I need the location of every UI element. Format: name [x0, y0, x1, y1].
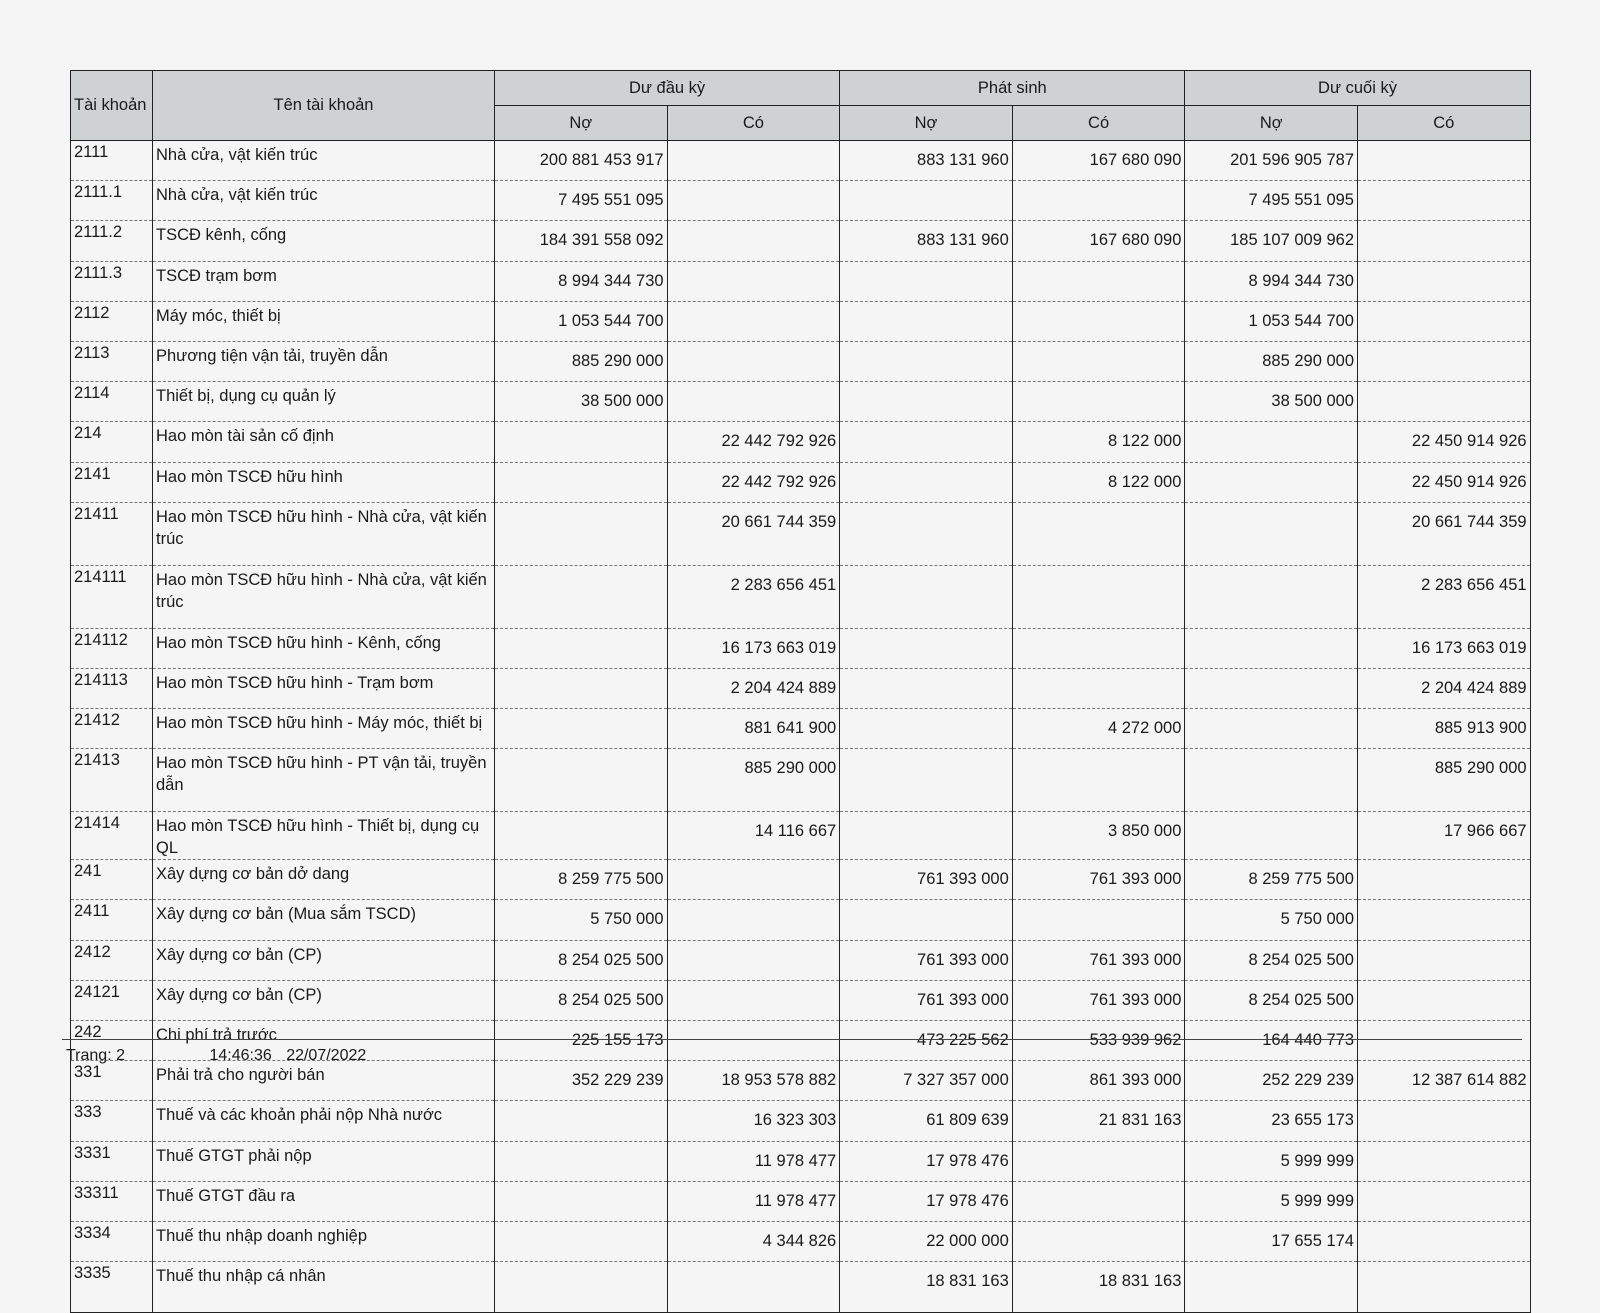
account-code-cell: 214111	[71, 565, 153, 628]
header-opening-credit: Có	[667, 106, 840, 141]
table-row	[71, 709, 1531, 749]
movement-credit-cell: 861 393 000	[1012, 1061, 1185, 1101]
opening-credit-cell	[667, 382, 840, 422]
table-row	[71, 1181, 1531, 1221]
account-name-cell: Thuế thu nhập doanh nghiệp	[153, 1221, 495, 1261]
table-row	[71, 422, 1531, 462]
closing-credit-cell	[1358, 1221, 1531, 1261]
closing-debit-cell: 5 999 999	[1185, 1181, 1358, 1221]
movement-credit-cell: 4 272 000	[1012, 709, 1185, 749]
movement-debit-cell: 22 000 000	[840, 1221, 1013, 1261]
header-account-code: Tài khoản	[71, 71, 153, 141]
closing-debit-cell: 8 254 025 500	[1185, 940, 1358, 980]
opening-debit-cell	[495, 812, 668, 860]
account-code-cell: 2113	[71, 341, 153, 381]
account-name-cell: Hao mòn TSCĐ hữu hình	[153, 462, 495, 502]
table-row	[71, 628, 1531, 668]
account-name-cell: Xây dựng cơ bản (CP)	[153, 980, 495, 1020]
account-code-cell: 214113	[71, 668, 153, 708]
account-code-cell: 214112	[71, 628, 153, 668]
opening-credit-cell: 14 116 667	[667, 812, 840, 860]
account-code-cell: 33311	[71, 1181, 153, 1221]
print-date: 22/07/2022	[286, 1047, 367, 1064]
closing-debit-cell	[1185, 709, 1358, 749]
account-name-cell: Hao mòn TSCĐ hữu hình - Máy móc, thiết bị	[153, 709, 495, 749]
table-row	[71, 980, 1531, 1020]
account-code-cell: 2114	[71, 382, 153, 422]
closing-debit-cell: 5 999 999	[1185, 1141, 1358, 1181]
print-time: 14:46:36	[209, 1047, 272, 1064]
opening-credit-cell: 16 173 663 019	[667, 628, 840, 668]
movement-debit-cell	[840, 709, 1013, 749]
movement-debit-cell	[840, 341, 1013, 381]
table-row	[71, 900, 1531, 940]
table-row	[71, 382, 1531, 422]
movement-credit-cell: 533 939 962	[1012, 1021, 1185, 1061]
movement-debit-cell: 61 809 639	[840, 1101, 1013, 1141]
movement-debit-cell: 761 393 000	[840, 860, 1013, 900]
opening-credit-cell: 11 978 477	[667, 1181, 840, 1221]
opening-credit-cell	[667, 860, 840, 900]
closing-debit-cell: 252 229 239	[1185, 1061, 1358, 1101]
closing-credit-cell	[1358, 382, 1531, 422]
account-name-cell: Phải trả cho người bán	[153, 1061, 495, 1101]
closing-credit-cell	[1358, 301, 1531, 341]
closing-debit-cell	[1185, 502, 1358, 565]
opening-credit-cell	[667, 221, 840, 261]
table-row	[71, 668, 1531, 708]
movement-debit-cell: 473 225 562	[840, 1021, 1013, 1061]
account-name-cell: Xây dựng cơ bản (CP)	[153, 940, 495, 980]
account-code-cell: 331	[71, 1061, 153, 1101]
movement-debit-cell	[840, 668, 1013, 708]
movement-credit-cell: 8 122 000	[1012, 462, 1185, 502]
ledger-body	[71, 141, 1531, 1313]
movement-credit-cell	[1012, 628, 1185, 668]
account-name-cell: Thiết bị, dụng cụ quản lý	[153, 382, 495, 422]
movement-credit-cell	[1012, 565, 1185, 628]
closing-credit-cell	[1358, 341, 1531, 381]
account-name-cell: Hao mòn TSCĐ hữu hình - Nhà cửa, vật kiến trúc	[153, 565, 495, 628]
movement-debit-cell	[840, 749, 1013, 812]
closing-credit-cell: 2 283 656 451	[1358, 565, 1531, 628]
page-footer	[66, 1047, 366, 1065]
account-name-cell: Xây dựng cơ bản (Mua sắm TSCD)	[153, 900, 495, 940]
closing-credit-cell: 16 173 663 019	[1358, 628, 1531, 668]
account-code-cell: 241	[71, 860, 153, 900]
closing-debit-cell: 8 994 344 730	[1185, 261, 1358, 301]
opening-debit-cell	[495, 628, 668, 668]
account-code-cell: 3334	[71, 1221, 153, 1261]
closing-credit-cell: 22 450 914 926	[1358, 422, 1531, 462]
movement-debit-cell: 17 978 476	[840, 1181, 1013, 1221]
closing-debit-cell	[1185, 565, 1358, 628]
opening-credit-cell	[667, 940, 840, 980]
opening-credit-cell	[667, 1262, 840, 1313]
closing-debit-cell: 1 053 544 700	[1185, 301, 1358, 341]
movement-credit-cell	[1012, 301, 1185, 341]
opening-debit-cell	[495, 1141, 668, 1181]
account-code-cell: 2141	[71, 462, 153, 502]
closing-credit-cell: 2 204 424 889	[1358, 668, 1531, 708]
header-row-groups	[71, 71, 1531, 106]
closing-credit-cell	[1358, 1181, 1531, 1221]
account-code-cell: 333	[71, 1101, 153, 1141]
opening-credit-cell: 2 204 424 889	[667, 668, 840, 708]
closing-debit-cell: 23 655 173	[1185, 1101, 1358, 1141]
opening-credit-cell	[667, 341, 840, 381]
account-code-cell: 2111.3	[71, 261, 153, 301]
closing-credit-cell: 22 450 914 926	[1358, 462, 1531, 502]
movement-credit-cell: 167 680 090	[1012, 141, 1185, 181]
movement-debit-cell: 7 327 357 000	[840, 1061, 1013, 1101]
closing-debit-cell: 201 596 905 787	[1185, 141, 1358, 181]
closing-credit-cell: 885 913 900	[1358, 709, 1531, 749]
table-row	[71, 1221, 1531, 1261]
movement-credit-cell: 761 393 000	[1012, 980, 1185, 1020]
table-row	[71, 1262, 1531, 1313]
header-opening-balance: Dư đầu kỳ	[495, 71, 840, 106]
footer-divider	[62, 1039, 1522, 1040]
opening-debit-cell	[495, 422, 668, 462]
account-name-cell: Thuế và các khoản phải nộp Nhà nước	[153, 1101, 495, 1141]
account-code-cell: 21414	[71, 812, 153, 860]
closing-debit-cell	[1185, 628, 1358, 668]
account-code-cell: 2112	[71, 301, 153, 341]
closing-debit-cell: 185 107 009 962	[1185, 221, 1358, 261]
closing-credit-cell	[1358, 1021, 1531, 1061]
table-row	[71, 502, 1531, 565]
account-code-cell: 2411	[71, 900, 153, 940]
opening-credit-cell: 20 661 744 359	[667, 502, 840, 565]
movement-debit-cell: 18 831 163	[840, 1262, 1013, 1313]
table-row	[71, 181, 1531, 221]
closing-credit-cell	[1358, 1101, 1531, 1141]
opening-debit-cell	[495, 565, 668, 628]
movement-credit-cell	[1012, 668, 1185, 708]
opening-debit-cell	[495, 502, 668, 565]
closing-credit-cell: 885 290 000	[1358, 749, 1531, 812]
opening-credit-cell: 16 323 303	[667, 1101, 840, 1141]
opening-debit-cell: 1 053 544 700	[495, 301, 668, 341]
account-name-cell: Thuế GTGT đầu ra	[153, 1181, 495, 1221]
table-row	[71, 940, 1531, 980]
table-row	[71, 1141, 1531, 1181]
movement-debit-cell: 761 393 000	[840, 980, 1013, 1020]
movement-credit-cell	[1012, 749, 1185, 812]
movement-credit-cell: 18 831 163	[1012, 1262, 1185, 1313]
opening-credit-cell	[667, 900, 840, 940]
movement-debit-cell	[840, 502, 1013, 565]
account-name-cell: Nhà cửa, vật kiến trúc	[153, 181, 495, 221]
account-name-cell: Hao mòn TSCĐ hữu hình - Thiết bị, dụng cụ QL	[153, 812, 495, 860]
account-code-cell: 2412	[71, 940, 153, 980]
movement-debit-cell	[840, 900, 1013, 940]
movement-credit-cell	[1012, 341, 1185, 381]
closing-credit-cell	[1358, 181, 1531, 221]
movement-credit-cell: 167 680 090	[1012, 221, 1185, 261]
movement-credit-cell	[1012, 261, 1185, 301]
table-row	[71, 749, 1531, 812]
account-code-cell: 3335	[71, 1262, 153, 1313]
opening-credit-cell: 4 344 826	[667, 1221, 840, 1261]
opening-debit-cell: 38 500 000	[495, 382, 668, 422]
opening-credit-cell	[667, 301, 840, 341]
opening-debit-cell	[495, 668, 668, 708]
opening-debit-cell	[495, 1101, 668, 1141]
account-name-cell: Xây dựng cơ bản dở dang	[153, 860, 495, 900]
movement-debit-cell	[840, 261, 1013, 301]
movement-debit-cell	[840, 462, 1013, 502]
closing-debit-cell: 164 440 773	[1185, 1021, 1358, 1061]
opening-credit-cell	[667, 181, 840, 221]
movement-credit-cell	[1012, 1141, 1185, 1181]
closing-credit-cell	[1358, 221, 1531, 261]
opening-debit-cell: 200 881 453 917	[495, 141, 668, 181]
movement-debit-cell	[840, 812, 1013, 860]
table-row	[71, 141, 1531, 181]
movement-debit-cell: 17 978 476	[840, 1141, 1013, 1181]
closing-credit-cell: 12 387 614 882	[1358, 1061, 1531, 1101]
header-movement-debit: Nợ	[840, 106, 1013, 141]
movement-debit-cell: 761 393 000	[840, 940, 1013, 980]
table-row	[71, 341, 1531, 381]
account-name-cell: Phương tiện vận tải, truyền dẫn	[153, 341, 495, 381]
opening-credit-cell: 11 978 477	[667, 1141, 840, 1181]
account-name-cell: TSCĐ trạm bơm	[153, 261, 495, 301]
closing-debit-cell: 5 750 000	[1185, 900, 1358, 940]
closing-credit-cell: 17 966 667	[1358, 812, 1531, 860]
closing-debit-cell	[1185, 422, 1358, 462]
account-code-cell: 24121	[71, 980, 153, 1020]
opening-debit-cell	[495, 1221, 668, 1261]
table-row	[71, 812, 1531, 860]
movement-credit-cell: 761 393 000	[1012, 860, 1185, 900]
account-code-cell: 214	[71, 422, 153, 462]
movement-debit-cell	[840, 301, 1013, 341]
account-name-cell: Thuế GTGT phải nộp	[153, 1141, 495, 1181]
movement-credit-cell	[1012, 1181, 1185, 1221]
closing-debit-cell: 7 495 551 095	[1185, 181, 1358, 221]
opening-debit-cell	[495, 462, 668, 502]
account-name-cell: Nhà cửa, vật kiến trúc	[153, 141, 495, 181]
opening-debit-cell	[495, 749, 668, 812]
table-row	[71, 565, 1531, 628]
closing-debit-cell	[1185, 1262, 1358, 1313]
account-code-cell: 21411	[71, 502, 153, 565]
opening-debit-cell: 352 229 239	[495, 1061, 668, 1101]
ledger-sheet	[70, 70, 1530, 1313]
opening-debit-cell: 184 391 558 092	[495, 221, 668, 261]
closing-credit-cell	[1358, 860, 1531, 900]
table-row	[71, 462, 1531, 502]
movement-credit-cell: 21 831 163	[1012, 1101, 1185, 1141]
closing-debit-cell: 8 259 775 500	[1185, 860, 1358, 900]
closing-credit-cell	[1358, 141, 1531, 181]
opening-debit-cell: 8 259 775 500	[495, 860, 668, 900]
account-code-cell: 21413	[71, 749, 153, 812]
opening-debit-cell: 885 290 000	[495, 341, 668, 381]
header-closing-debit: Nợ	[1185, 106, 1358, 141]
trial-balance-table	[70, 70, 1531, 1313]
account-code-cell: 242	[71, 1021, 153, 1061]
account-code-cell: 2111.1	[71, 181, 153, 221]
movement-credit-cell	[1012, 1221, 1185, 1261]
header-account-name: Tên tài khoản	[153, 71, 495, 141]
opening-debit-cell: 225 155 173	[495, 1021, 668, 1061]
opening-debit-cell	[495, 1181, 668, 1221]
table-row	[71, 221, 1531, 261]
header-closing-balance: Dư cuối kỳ	[1185, 71, 1530, 106]
closing-debit-cell	[1185, 812, 1358, 860]
opening-debit-cell	[495, 709, 668, 749]
closing-credit-cell	[1358, 940, 1531, 980]
movement-debit-cell	[840, 628, 1013, 668]
closing-debit-cell: 38 500 000	[1185, 382, 1358, 422]
movement-credit-cell	[1012, 181, 1185, 221]
closing-debit-cell: 8 254 025 500	[1185, 980, 1358, 1020]
opening-credit-cell: 881 641 900	[667, 709, 840, 749]
account-name-cell: Hao mòn TSCĐ hữu hình - Trạm bơm	[153, 668, 495, 708]
account-code-cell: 21412	[71, 709, 153, 749]
opening-credit-cell	[667, 141, 840, 181]
opening-debit-cell: 7 495 551 095	[495, 181, 668, 221]
movement-credit-cell: 761 393 000	[1012, 940, 1185, 980]
movement-debit-cell: 883 131 960	[840, 221, 1013, 261]
header-movement: Phát sinh	[840, 71, 1185, 106]
movement-debit-cell: 883 131 960	[840, 141, 1013, 181]
header-opening-debit: Nợ	[495, 106, 668, 141]
movement-debit-cell	[840, 422, 1013, 462]
account-name-cell: Máy móc, thiết bị	[153, 301, 495, 341]
account-code-cell: 2111	[71, 141, 153, 181]
opening-credit-cell: 885 290 000	[667, 749, 840, 812]
account-code-cell: 3331	[71, 1141, 153, 1181]
table-row	[71, 301, 1531, 341]
closing-debit-cell	[1185, 462, 1358, 502]
opening-debit-cell: 5 750 000	[495, 900, 668, 940]
page-number: Trang: 2	[66, 1047, 125, 1064]
account-name-cell: Hao mòn TSCĐ hữu hình - PT vận tải, truyền dẫn	[153, 749, 495, 812]
account-code-cell: 2111.2	[71, 221, 153, 261]
opening-debit-cell: 8 994 344 730	[495, 261, 668, 301]
closing-credit-cell	[1358, 261, 1531, 301]
closing-credit-cell: 20 661 744 359	[1358, 502, 1531, 565]
account-name-cell: Hao mòn tài sản cố định	[153, 422, 495, 462]
opening-credit-cell: 2 283 656 451	[667, 565, 840, 628]
account-name-cell: Chi phí trả trước	[153, 1021, 495, 1061]
account-name-cell: Thuế thu nhập cá nhân	[153, 1262, 495, 1313]
opening-debit-cell	[495, 1262, 668, 1313]
table-row	[71, 860, 1531, 900]
table-row	[71, 1061, 1531, 1101]
movement-credit-cell	[1012, 900, 1185, 940]
movement-debit-cell	[840, 565, 1013, 628]
opening-credit-cell: 18 953 578 882	[667, 1061, 840, 1101]
closing-debit-cell: 17 655 174	[1185, 1221, 1358, 1261]
account-name-cell: TSCĐ kênh, cống	[153, 221, 495, 261]
closing-credit-cell	[1358, 1262, 1531, 1313]
account-name-cell: Hao mòn TSCĐ hữu hình - Nhà cửa, vật kiến trúc	[153, 502, 495, 565]
account-name-cell: Hao mòn TSCĐ hữu hình - Kênh, cống	[153, 628, 495, 668]
closing-credit-cell	[1358, 1141, 1531, 1181]
closing-debit-cell: 885 290 000	[1185, 341, 1358, 381]
opening-credit-cell	[667, 980, 840, 1020]
opening-debit-cell: 8 254 025 500	[495, 980, 668, 1020]
closing-credit-cell	[1358, 900, 1531, 940]
header-closing-credit: Có	[1358, 106, 1531, 141]
opening-credit-cell	[667, 1021, 840, 1061]
movement-credit-cell: 8 122 000	[1012, 422, 1185, 462]
opening-debit-cell: 8 254 025 500	[495, 940, 668, 980]
closing-debit-cell	[1185, 749, 1358, 812]
movement-credit-cell	[1012, 382, 1185, 422]
opening-credit-cell: 22 442 792 926	[667, 462, 840, 502]
opening-credit-cell	[667, 261, 840, 301]
movement-debit-cell	[840, 181, 1013, 221]
table-row	[71, 1101, 1531, 1141]
opening-credit-cell: 22 442 792 926	[667, 422, 840, 462]
movement-credit-cell: 3 850 000	[1012, 812, 1185, 860]
movement-credit-cell	[1012, 502, 1185, 565]
header-movement-credit: Có	[1012, 106, 1185, 141]
closing-credit-cell	[1358, 980, 1531, 1020]
table-row	[71, 261, 1531, 301]
movement-debit-cell	[840, 382, 1013, 422]
closing-debit-cell	[1185, 668, 1358, 708]
